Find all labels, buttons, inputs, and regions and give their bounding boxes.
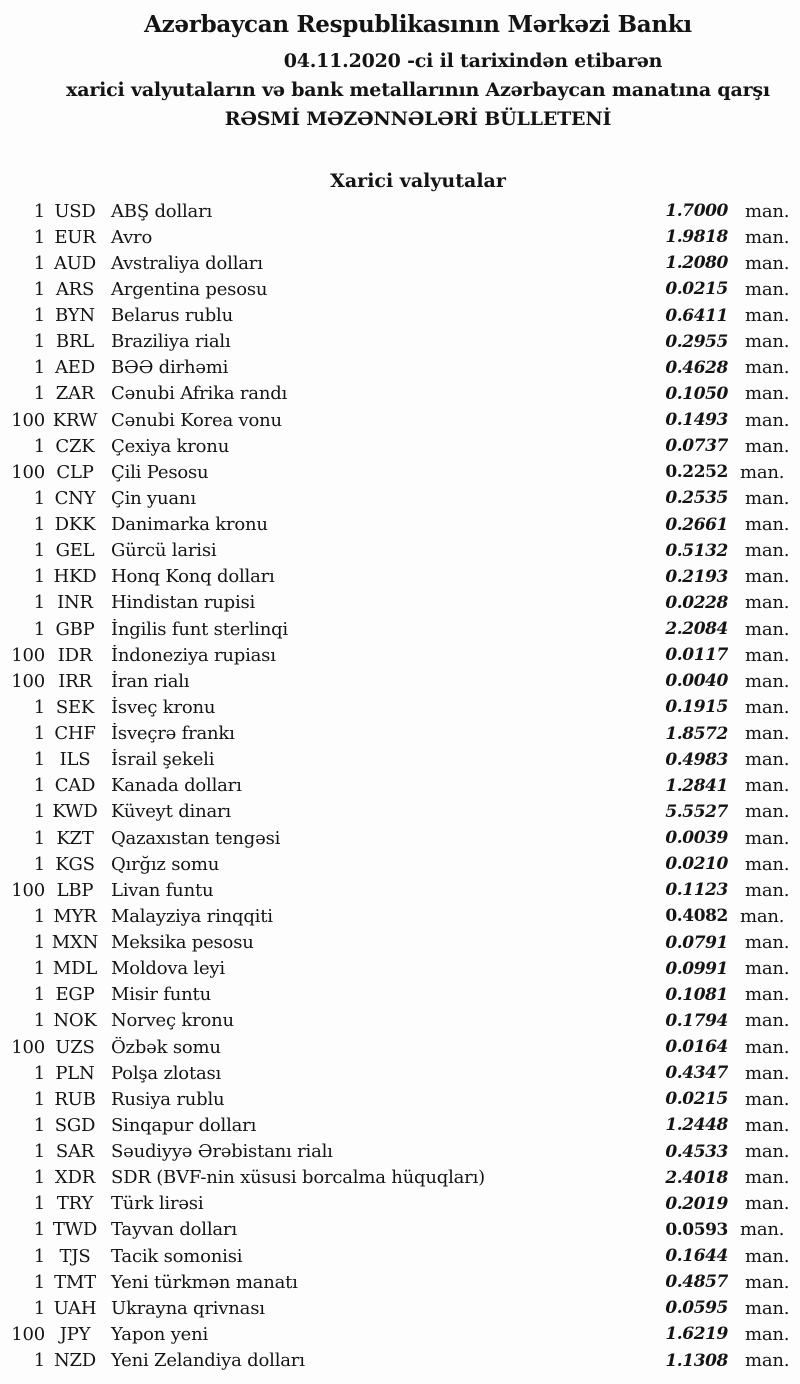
table-row — [0, 224, 800, 250]
quantity-cell: 1 — [33, 1350, 45, 1372]
unit-cell: man. — [745, 644, 790, 666]
unit-cell: man. — [745, 618, 790, 640]
unit-cell: man. — [745, 200, 790, 222]
unit-cell: man. — [745, 1062, 790, 1084]
quantity-cell: 1 — [33, 305, 45, 327]
quantity-cell: 1 — [33, 1141, 45, 1163]
currency-code-cell: MXN — [51, 932, 99, 954]
rate-cell: 1.7000 — [665, 201, 728, 222]
currency-name-cell: Rusiya rublu — [111, 1088, 225, 1110]
currency-name-cell: Polşa zlotası — [111, 1062, 222, 1084]
unit-cell: man. — [745, 801, 790, 823]
unit-cell: man. — [745, 1193, 790, 1215]
table-row — [0, 1217, 800, 1243]
quantity-cell: 1 — [33, 383, 45, 405]
currency-code-cell: KWD — [52, 801, 98, 823]
currency-name-cell: İsveç kronu — [111, 696, 216, 718]
rate-cell: 0.0117 — [665, 645, 728, 666]
currency-name-cell: SDR (BVF-nin xüsusi borcalma hüquqları) — [111, 1167, 485, 1189]
quantity-cell: 1 — [33, 775, 45, 797]
quantity-cell: 1 — [33, 618, 45, 640]
currency-code-cell: MYR — [53, 905, 97, 927]
rate-cell: 1.6219 — [665, 1324, 728, 1345]
table-row — [0, 1348, 800, 1374]
table-row — [0, 721, 800, 747]
quantity-cell: 100 — [11, 879, 45, 901]
rate-cell: 0.1123 — [665, 880, 728, 901]
currency-code-cell: UZS — [55, 1036, 95, 1058]
currency-code-cell: KRW — [52, 409, 98, 431]
rate-cell: 1.2448 — [665, 1115, 728, 1136]
table-row — [0, 407, 800, 433]
rate-cell: 0.4628 — [665, 357, 728, 378]
currency-name-cell: Braziliya rialı — [111, 331, 231, 353]
quantity-cell: 1 — [33, 200, 45, 222]
currency-name-cell: Yeni türkmən manatı — [111, 1271, 298, 1293]
rate-cell: 0.0210 — [665, 854, 728, 875]
currency-code-cell: TJS — [59, 1245, 91, 1267]
currency-code-cell: BRL — [55, 331, 95, 353]
table-row — [0, 485, 800, 511]
quantity-cell: 1 — [33, 1062, 45, 1084]
rate-cell: 0.2955 — [665, 331, 728, 352]
currency-code-cell: JPY — [59, 1323, 91, 1345]
table-row — [0, 1060, 800, 1086]
currency-code-cell: PLN — [55, 1062, 95, 1084]
table-row — [0, 250, 800, 276]
table-row — [0, 825, 800, 851]
rate-cell: 1.9818 — [665, 227, 728, 248]
table-row — [0, 564, 800, 590]
currency-name-cell: Qazaxıstan tengəsi — [111, 827, 281, 849]
rate-cell: 0.0595 — [665, 1298, 728, 1319]
currency-name-cell: Argentina pesosu — [111, 278, 268, 300]
currency-code-cell: CNY — [54, 487, 96, 509]
currency-name-cell: Kanada dolları — [111, 775, 242, 797]
currency-code-cell: BYN — [55, 305, 95, 327]
unit-cell: man. — [745, 226, 790, 248]
quantity-cell: 1 — [33, 1167, 45, 1189]
unit-cell: man. — [745, 853, 790, 875]
quantity-cell: 1 — [33, 801, 45, 823]
currency-name-cell: Ukrayna qrivnası — [111, 1297, 265, 1319]
quantity-cell: 1 — [33, 1297, 45, 1319]
currency-name-cell: Hindistan rupisi — [111, 592, 256, 614]
unit-cell: man. — [745, 592, 790, 614]
currency-code-cell: AED — [55, 357, 95, 379]
table-row — [0, 276, 800, 302]
unit-cell: man. — [745, 514, 790, 536]
table-row — [0, 381, 800, 407]
currency-code-cell: CHF — [54, 723, 96, 745]
currency-code-cell: AUD — [53, 252, 96, 274]
quantity-cell: 1 — [33, 435, 45, 457]
rate-cell: 0.1050 — [665, 383, 728, 404]
currency-code-cell: HKD — [53, 566, 97, 588]
rate-cell: 0.5132 — [665, 540, 728, 561]
currency-name-cell: Norveç kronu — [111, 1010, 234, 1032]
currency-code-cell: CLP — [56, 461, 94, 483]
table-row — [0, 512, 800, 538]
table-row — [0, 433, 800, 459]
currency-name-cell: İngilis funt sterlinqi — [111, 618, 288, 640]
unit-cell: man. — [745, 278, 790, 300]
currency-code-cell: XDR — [54, 1167, 96, 1189]
rate-cell: 1.1308 — [665, 1350, 728, 1371]
table-row — [0, 956, 800, 982]
currency-code-cell: CZK — [55, 435, 95, 457]
rate-cell: 0.2535 — [665, 488, 728, 509]
quantity-cell: 1 — [33, 958, 45, 980]
table-row — [0, 329, 800, 355]
table-row — [0, 198, 800, 224]
page-title: Azərbaycan Respublikasının Mərkəzi Bankı — [144, 11, 692, 38]
currency-name-cell: Küveyt dinarı — [111, 801, 231, 823]
currency-name-cell: Livan funtu — [111, 879, 214, 901]
bulletin-header — [18, 0, 800, 193]
unit-cell: man. — [745, 958, 790, 980]
currency-name-cell: İndoneziya rupiası — [111, 644, 276, 666]
currency-name-cell: BƏƏ dirhəmi — [111, 357, 229, 379]
table-row — [0, 590, 800, 616]
rate-cell: 1.2841 — [665, 775, 728, 796]
currency-name-cell: Honq Konq dolları — [111, 566, 275, 588]
unit-cell: man. — [745, 1167, 790, 1189]
rate-cell: 0.4983 — [665, 749, 728, 770]
quantity-cell: 1 — [33, 1271, 45, 1293]
quantity-cell: 100 — [11, 461, 45, 483]
unit-cell: man. — [745, 1297, 790, 1319]
currency-code-cell: KZT — [56, 827, 94, 849]
rate-cell: 1.2080 — [665, 253, 728, 274]
quantity-cell: 1 — [33, 905, 45, 927]
currency-code-cell: EGP — [55, 984, 95, 1006]
currency-name-cell: Yapon yeni — [111, 1323, 209, 1345]
currency-name-cell: Qırğız somu — [111, 853, 220, 875]
currency-code-cell: TRY — [56, 1193, 94, 1215]
rate-cell: 0.2193 — [665, 566, 728, 587]
currency-code-cell: RUB — [54, 1088, 96, 1110]
currency-name-cell: Gürcü larisi — [111, 540, 217, 562]
table-row — [0, 538, 800, 564]
unit-cell: man. — [745, 1323, 790, 1345]
unit-cell: man. — [745, 540, 790, 562]
unit-cell: man. — [745, 1245, 790, 1267]
rate-cell: 0.1493 — [665, 410, 728, 431]
quantity-cell: 1 — [33, 487, 45, 509]
rate-cell: 0.4857 — [665, 1272, 728, 1293]
quantity-cell: 100 — [11, 1036, 45, 1058]
table-row — [0, 616, 800, 642]
table-row — [0, 642, 800, 668]
unit-cell: man. — [745, 357, 790, 379]
currency-name-cell: Özbək somu — [111, 1036, 221, 1058]
currency-name-cell: Malayziya rinqqiti — [111, 905, 273, 927]
currency-code-cell: GEL — [55, 540, 95, 562]
table-row — [0, 303, 800, 329]
table-row — [0, 355, 800, 381]
rate-cell: 0.0039 — [665, 828, 728, 849]
currency-name-cell: Belarus rublu — [111, 305, 233, 327]
currency-code-cell: USD — [54, 200, 96, 222]
quantity-cell: 1 — [33, 749, 45, 771]
rate-cell: 0.4533 — [665, 1141, 728, 1162]
unit-cell: man. — [745, 984, 790, 1006]
quantity-cell: 1 — [33, 226, 45, 248]
rate-cell: 0.0791 — [665, 932, 728, 953]
quantity-cell: 1 — [33, 696, 45, 718]
unit-cell: man. — [745, 1350, 790, 1372]
currency-code-cell: INR — [57, 592, 93, 614]
unit-cell: man. — [740, 905, 785, 927]
currency-name-cell: İsrail şekeli — [111, 749, 215, 771]
quantity-cell: 1 — [33, 566, 45, 588]
currency-code-cell: CAD — [54, 775, 96, 797]
table-row — [0, 982, 800, 1008]
rate-cell: 0.2252 — [665, 462, 728, 483]
unit-cell: man. — [745, 1036, 790, 1058]
rate-cell: 0.0228 — [665, 592, 728, 613]
currency-code-cell: EUR — [54, 226, 96, 248]
rate-cell: 5.5527 — [665, 801, 728, 822]
rate-cell: 2.2084 — [665, 619, 728, 640]
quantity-cell: 100 — [11, 644, 45, 666]
currency-name-cell: Sinqapur dolları — [111, 1114, 257, 1136]
quantity-cell: 1 — [33, 252, 45, 274]
quantity-cell: 1 — [33, 723, 45, 745]
currency-code-cell: SAR — [55, 1141, 95, 1163]
currency-code-cell: ARS — [55, 278, 95, 300]
quantity-cell: 100 — [11, 670, 45, 692]
currency-name-cell: Tayvan dolları — [111, 1219, 237, 1241]
currency-code-cell: IRR — [58, 670, 92, 692]
currency-code-cell: NOK — [53, 1010, 97, 1032]
currency-name-cell: Çexiya kronu — [111, 435, 230, 457]
currency-name-cell: Tacik somonisi — [111, 1245, 243, 1267]
currency-code-cell: MDL — [52, 958, 98, 980]
currency-code-cell: LBP — [56, 879, 94, 901]
quantity-cell: 1 — [33, 1219, 45, 1241]
table-row — [0, 668, 800, 694]
currency-name-cell: ABŞ dolları — [111, 200, 213, 222]
rate-cell: 0.1081 — [665, 984, 728, 1005]
quantity-cell: 100 — [11, 1323, 45, 1345]
unit-cell: man. — [745, 331, 790, 353]
table-row — [0, 459, 800, 485]
currency-code-cell: NZD — [53, 1350, 97, 1372]
table-row — [0, 1139, 800, 1165]
unit-cell: man. — [745, 305, 790, 327]
unit-cell: man. — [745, 1271, 790, 1293]
table-row — [0, 1269, 800, 1295]
rates-table — [0, 198, 800, 1374]
rate-cell: 0.1644 — [665, 1246, 728, 1267]
unit-cell: man. — [745, 1088, 790, 1110]
quantity-cell: 1 — [33, 357, 45, 379]
rate-cell: 0.0215 — [665, 1089, 728, 1110]
quantity-cell: 1 — [33, 984, 45, 1006]
unit-cell: man. — [745, 435, 790, 457]
currency-name-cell: Çili Pesosu — [111, 461, 209, 483]
subject-line: xarici valyutaların və bank metallarının Azərbaycan manatına qarşı — [66, 79, 770, 101]
unit-cell: man. — [745, 932, 790, 954]
rate-cell: 0.1915 — [665, 697, 728, 718]
unit-cell: man. — [745, 487, 790, 509]
unit-cell: man. — [745, 749, 790, 771]
currency-name-cell: Çin yuanı — [111, 487, 196, 509]
rate-cell: 0.0040 — [665, 671, 728, 692]
rate-cell: 0.1794 — [665, 1010, 728, 1031]
rate-cell: 0.0164 — [665, 1037, 728, 1058]
currency-code-cell: IDR — [57, 644, 93, 666]
rate-cell: 0.2019 — [665, 1193, 728, 1214]
table-row — [0, 1086, 800, 1112]
quantity-cell: 1 — [33, 1245, 45, 1267]
quantity-cell: 1 — [33, 331, 45, 353]
currency-code-cell: ILS — [59, 749, 91, 771]
unit-cell: man. — [745, 670, 790, 692]
table-row — [0, 747, 800, 773]
currency-name-cell: İsveçrə frankı — [111, 723, 235, 745]
table-row — [0, 1321, 800, 1347]
currency-code-cell: TWD — [52, 1219, 98, 1241]
quantity-cell: 100 — [11, 409, 45, 431]
unit-cell: man. — [745, 252, 790, 274]
unit-cell: man. — [745, 566, 790, 588]
quantity-cell: 1 — [33, 1193, 45, 1215]
currency-code-cell: SEK — [55, 696, 95, 718]
currency-name-cell: Avro — [111, 226, 153, 248]
quantity-cell: 1 — [33, 1010, 45, 1032]
table-row — [0, 694, 800, 720]
unit-cell: man. — [745, 409, 790, 431]
quantity-cell: 1 — [33, 1114, 45, 1136]
table-row — [0, 1112, 800, 1138]
unit-cell: man. — [745, 827, 790, 849]
unit-cell: man. — [745, 1010, 790, 1032]
rate-cell: 2.4018 — [665, 1167, 728, 1188]
rate-cell: 1.8572 — [665, 723, 728, 744]
quantity-cell: 1 — [33, 827, 45, 849]
rate-cell: 0.2661 — [665, 514, 728, 535]
quantity-cell: 1 — [33, 540, 45, 562]
currency-name-cell: Səudiyyə Ərəbistanı rialı — [111, 1141, 333, 1163]
bulletin-title: RƏSMİ MƏZƏNNƏLƏRİ BÜLLETENİ — [224, 108, 612, 130]
table-row — [0, 851, 800, 877]
currency-name-cell: İran rialı — [111, 670, 190, 692]
table-row — [0, 877, 800, 903]
quantity-cell: 1 — [33, 278, 45, 300]
table-row — [0, 1034, 800, 1060]
rate-cell: 0.4347 — [665, 1063, 728, 1084]
unit-cell: man. — [740, 1219, 785, 1241]
quantity-cell: 1 — [33, 1088, 45, 1110]
date-line: 04.11.2020 -ci il tarixindən etibarən — [283, 50, 663, 72]
currency-code-cell: GBP — [55, 618, 95, 640]
currency-name-cell: Moldova leyi — [111, 958, 225, 980]
table-row — [0, 773, 800, 799]
section-title: Xarici valyutalar — [330, 170, 506, 192]
unit-cell: man. — [745, 723, 790, 745]
table-row — [0, 1243, 800, 1269]
currency-name-cell: Avstraliya dolları — [111, 252, 263, 274]
unit-cell: man. — [740, 461, 785, 483]
rate-cell: 0.0215 — [665, 279, 728, 300]
rate-cell: 0.6411 — [665, 305, 728, 326]
unit-cell: man. — [745, 1114, 790, 1136]
unit-cell: man. — [745, 775, 790, 797]
unit-cell: man. — [745, 696, 790, 718]
currency-code-cell: KGS — [55, 853, 95, 875]
quantity-cell: 1 — [33, 514, 45, 536]
currency-code-cell: TMT — [54, 1271, 96, 1293]
table-row — [0, 1295, 800, 1321]
rate-cell: 0.0593 — [665, 1219, 728, 1240]
currency-name-cell: Cənubi Korea vonu — [111, 409, 282, 431]
table-row — [0, 903, 800, 929]
unit-cell: man. — [745, 879, 790, 901]
rate-cell: 0.4082 — [665, 906, 728, 927]
unit-cell: man. — [745, 1141, 790, 1163]
currency-name-cell: Yeni Zelandiya dolları — [111, 1350, 305, 1372]
quantity-cell: 1 — [33, 932, 45, 954]
table-row — [0, 1008, 800, 1034]
currency-name-cell: Meksika pesosu — [111, 932, 254, 954]
quantity-cell: 1 — [33, 853, 45, 875]
currency-code-cell: SGD — [54, 1114, 96, 1136]
currency-code-cell: UAH — [53, 1297, 97, 1319]
table-row — [0, 930, 800, 956]
rate-cell: 0.0737 — [665, 436, 728, 457]
currency-name-cell: Türk lirəsi — [111, 1193, 204, 1215]
currency-name-cell: Cənubi Afrika randı — [111, 383, 288, 405]
currency-code-cell: ZAR — [55, 383, 95, 405]
rate-cell: 0.0991 — [665, 958, 728, 979]
table-row — [0, 799, 800, 825]
currency-code-cell: DKK — [54, 514, 96, 536]
table-row — [0, 1165, 800, 1191]
table-row — [0, 1191, 800, 1217]
currency-name-cell: Misir funtu — [111, 984, 211, 1006]
quantity-cell: 1 — [33, 592, 45, 614]
currency-name-cell: Danimarka kronu — [111, 514, 268, 536]
unit-cell: man. — [745, 383, 790, 405]
